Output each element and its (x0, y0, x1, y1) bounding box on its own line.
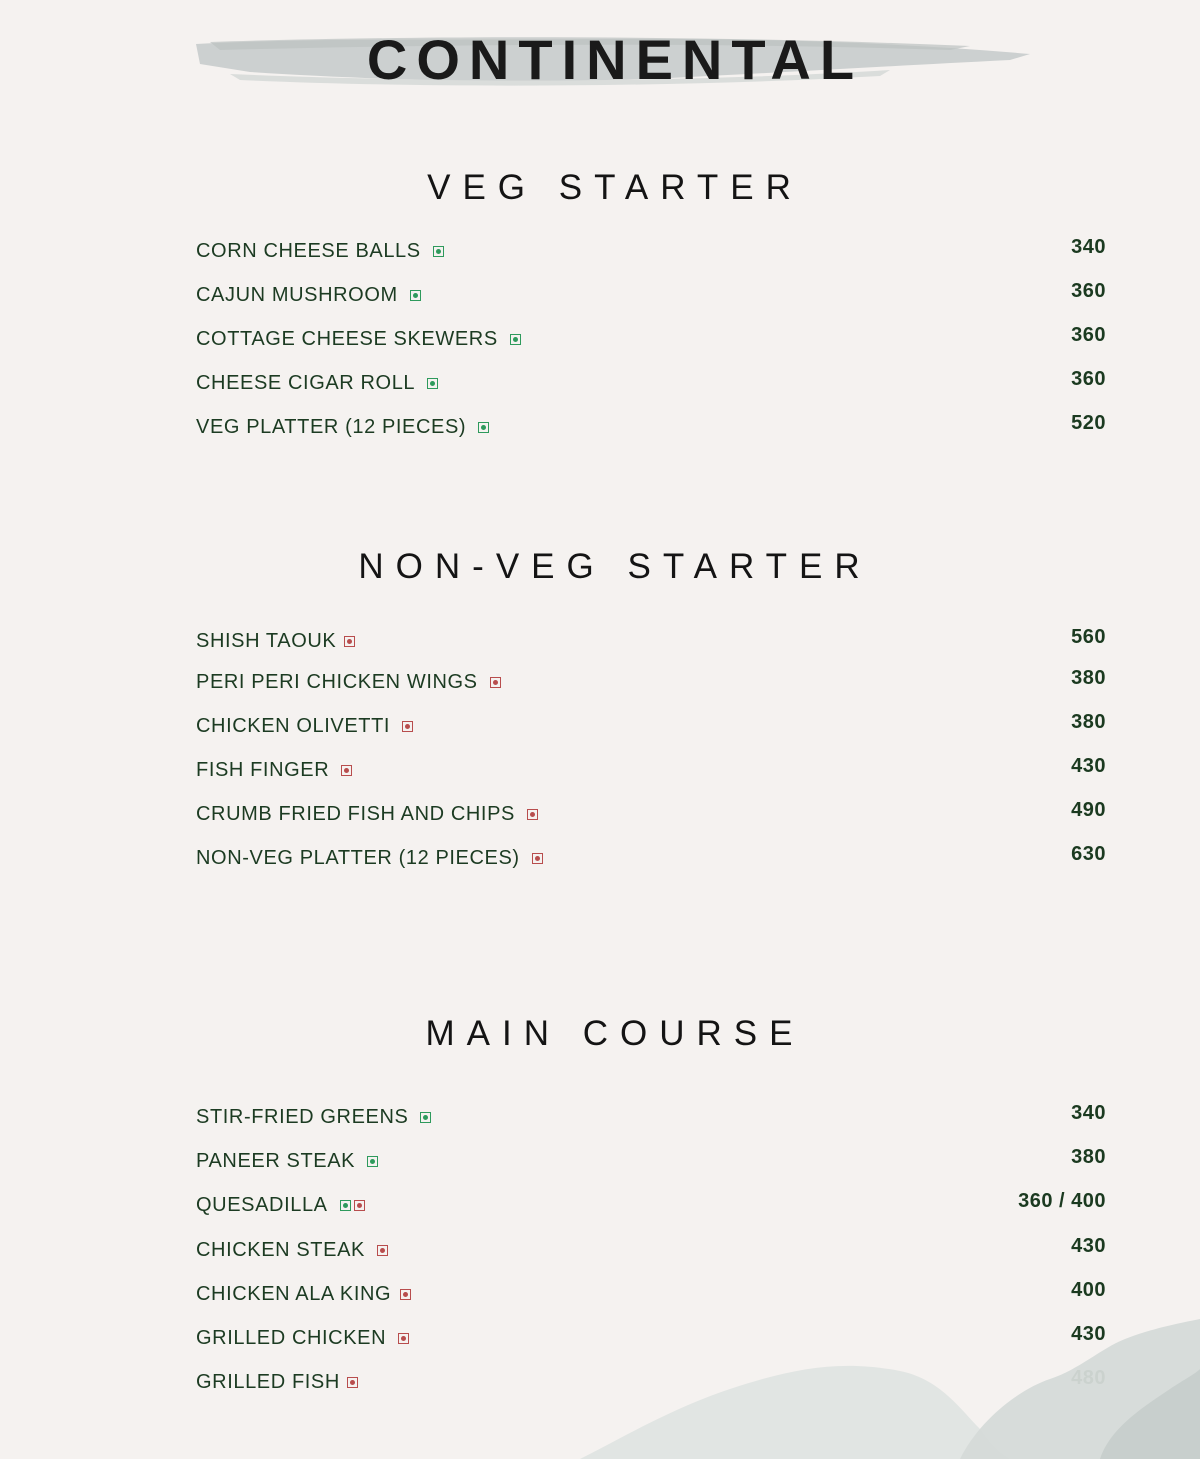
menu-item-price: 360 (1071, 280, 1106, 302)
menu-item (196, 324, 1106, 354)
menu-item-name-wrap (196, 240, 444, 263)
veg-mark-icon (478, 422, 489, 433)
nonveg-mark-icon (527, 809, 538, 820)
nonveg-mark-icon (341, 765, 352, 776)
menu-item-name-wrap (196, 328, 521, 351)
menu-item-name: CRUMB FRIED FISH AND CHIPS (196, 803, 515, 825)
veg-mark-icon (433, 246, 444, 257)
menu-item-price: 340 (1071, 1102, 1106, 1124)
menu-item-name-wrap (196, 630, 355, 653)
menu-item (196, 799, 1106, 829)
menu-item-name: CORN CHEESE BALLS (196, 240, 421, 262)
nonveg-mark-icon (354, 1200, 365, 1211)
menu-item (196, 843, 1106, 873)
menu-item-price: 430 (1071, 1323, 1106, 1345)
section-title-veg-starter: VEG STARTER (427, 168, 803, 207)
menu-item-price: 630 (1071, 843, 1106, 865)
menu-item-name: PERI PERI CHICKEN WINGS (196, 671, 478, 693)
veg-mark-icon (410, 290, 421, 301)
menu-item-name: SHISH TAOUK (196, 630, 337, 652)
menu-item-price: 400 (1071, 1279, 1106, 1301)
menu-item-price: 380 (1071, 711, 1106, 733)
menu-item-price: 430 (1071, 755, 1106, 777)
section-title-main-course: MAIN COURSE (425, 1014, 805, 1053)
nonveg-mark-icon (490, 677, 501, 688)
menu-item-name-wrap (196, 847, 543, 870)
menu-item-name: CHEESE CIGAR ROLL (196, 372, 416, 394)
menu-item-name-wrap (196, 1327, 409, 1350)
menu-item (196, 280, 1106, 310)
nonveg-mark-icon (377, 1245, 388, 1256)
menu-item-name-wrap (196, 1371, 358, 1394)
menu-item (196, 626, 1106, 656)
menu-item-name-wrap (196, 1106, 431, 1129)
menu-item-name: CHICKEN OLIVETTI (196, 715, 391, 737)
menu-item-name-wrap (196, 1239, 388, 1262)
menu-item (196, 1279, 1106, 1309)
veg-mark-icon (420, 1112, 431, 1123)
section-title-non-veg-starter: NON-VEG STARTER (358, 547, 872, 586)
menu-item-name-wrap (196, 715, 413, 738)
menu-item (196, 1146, 1106, 1176)
menu-item-name-wrap (196, 671, 501, 694)
veg-mark-icon (510, 334, 521, 345)
menu-item-name: QUESADILLA (196, 1194, 328, 1216)
nonveg-mark-icon (347, 1377, 358, 1388)
menu-item-name-wrap (196, 1194, 365, 1217)
nonveg-mark-icon (532, 853, 543, 864)
menu-item-price: 360 (1071, 368, 1106, 390)
menu-item-name: STIR-FRIED GREENS (196, 1106, 409, 1128)
menu-item-name: CHICKEN ALA KING (196, 1283, 392, 1305)
menu-item-name: GRILLED CHICKEN (196, 1327, 387, 1349)
menu-item-name-wrap (196, 1283, 411, 1306)
menu-item (196, 368, 1106, 398)
menu-item-price: 360 (1071, 324, 1106, 346)
menu-item-name-wrap (196, 803, 538, 826)
menu-item (196, 755, 1106, 785)
menu-item-name-wrap (196, 759, 352, 782)
menu-item (196, 667, 1106, 697)
menu-item (196, 1102, 1106, 1132)
menu-item-name-wrap (196, 416, 489, 439)
menu-item-name: GRILLED FISH (196, 1371, 340, 1393)
nonveg-mark-icon (400, 1289, 411, 1300)
menu-item-name: CAJUN MUSHROOM (196, 284, 398, 306)
menu-item-price: 380 (1071, 1146, 1106, 1168)
menu-item-name: FISH FINGER (196, 759, 330, 781)
page-title: CONTINENTAL (366, 28, 864, 91)
menu-item (196, 1190, 1106, 1220)
menu-item-price: 560 (1071, 626, 1106, 648)
menu-item (196, 412, 1106, 442)
veg-mark-icon (340, 1200, 351, 1211)
menu-item-name: COTTAGE CHEESE SKEWERS (196, 328, 498, 350)
menu-item-name-wrap (196, 372, 438, 395)
veg-mark-icon (367, 1156, 378, 1167)
menu-item-price: 380 (1071, 667, 1106, 689)
menu-item-price: 430 (1071, 1235, 1106, 1257)
menu-item (196, 711, 1106, 741)
menu-item-price: 360 / 400 (1018, 1190, 1106, 1212)
menu-item-price: 520 (1071, 412, 1106, 434)
menu-item-name: VEG PLATTER (12 PIECES) (196, 416, 467, 438)
nonveg-mark-icon (402, 721, 413, 732)
menu-item-price: 490 (1071, 799, 1106, 821)
nonveg-mark-icon (344, 636, 355, 647)
watercolor-wash-decoration (580, 1319, 1200, 1459)
menu-item (196, 1235, 1106, 1265)
menu-item-name: PANEER STEAK (196, 1150, 356, 1172)
veg-mark-icon (427, 378, 438, 389)
menu-item (196, 236, 1106, 266)
menu-item-price: 340 (1071, 236, 1106, 258)
menu-item-name: CHICKEN STEAK (196, 1239, 365, 1261)
nonveg-mark-icon (398, 1333, 409, 1344)
menu-item-name-wrap (196, 284, 421, 307)
menu-item-name-wrap (196, 1150, 378, 1173)
menu-item-name: NON-VEG PLATTER (12 PIECES) (196, 847, 520, 869)
